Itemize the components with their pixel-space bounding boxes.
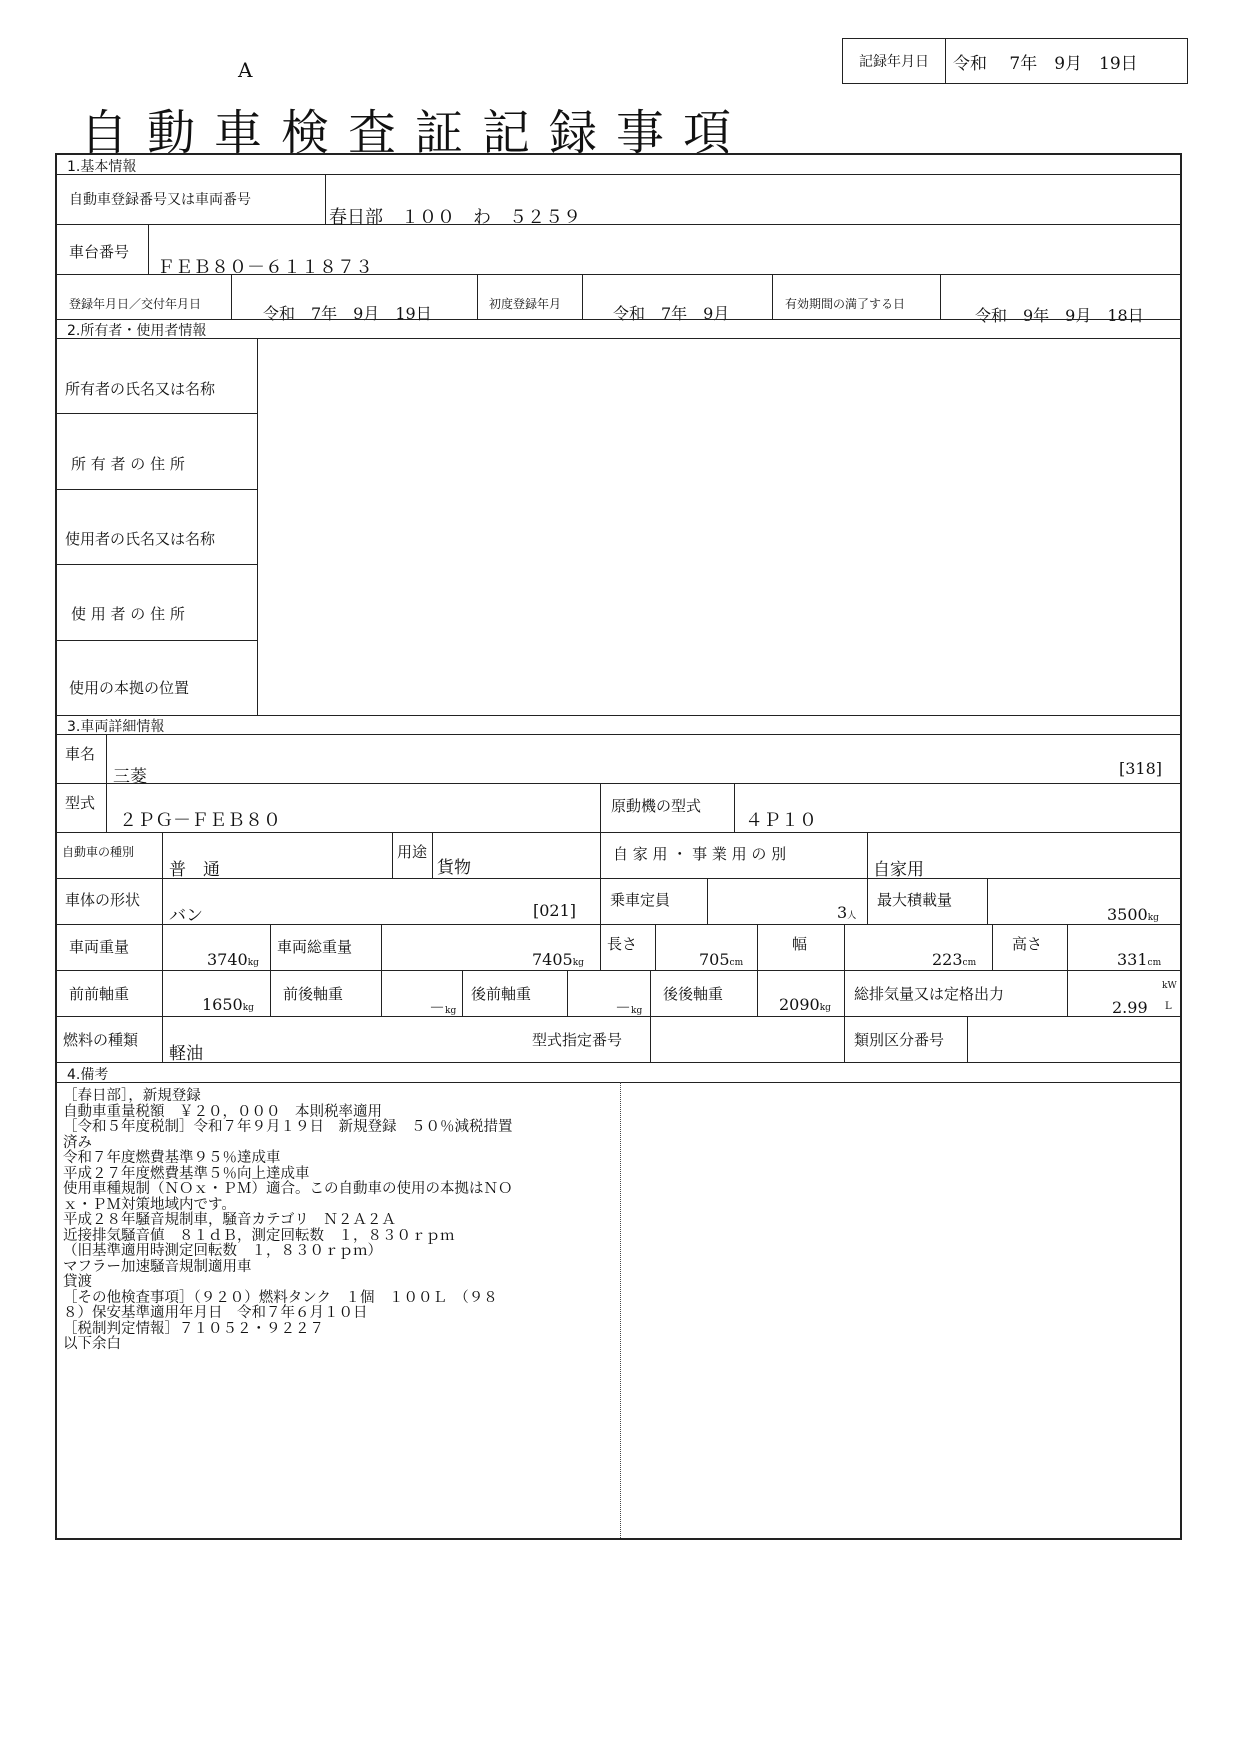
remarks-line: ［春日部］，新規登録 xyxy=(63,1088,201,1104)
remarks-line: 近接排気騒音値 ８１ｄＢ，測定回転数 １，８３０ｒｐｍ xyxy=(63,1227,455,1244)
car-name-code: [318] xyxy=(1119,759,1163,778)
record-date-value: 令和 7年 9月 19日 xyxy=(953,54,1138,74)
section3-heading: 3.車両詳細情報 xyxy=(67,719,165,735)
front-rear-axle-label: 前後軸重 xyxy=(283,985,344,1003)
remarks-line: （旧基準適用時測定回転数 １，８３０ｒｐｍ） xyxy=(63,1243,382,1259)
displacement-label: 総排気量又は定格出力 xyxy=(854,985,1005,1003)
user-address-label: 使 用 者 の 住 所 xyxy=(71,605,185,623)
remarks-line: ［令和５年度税制］令和７年９月１９日 新規登録 ５０％減税措置 xyxy=(63,1119,513,1135)
fuel-type-value: 軽油 xyxy=(169,1044,203,1064)
section2-heading: 2.所有者・使用者情報 xyxy=(67,323,207,339)
remarks-line: 平成２７年度燃費基準５％向上達成車 xyxy=(63,1165,310,1182)
chassis-number-label: 車台番号 xyxy=(69,243,130,261)
front-front-axle-value: 1650kg xyxy=(202,995,254,1014)
owner-address-label: 所 有 者 の 住 所 xyxy=(71,455,185,473)
engine-type-value: ４Ｐ１０ xyxy=(745,810,817,831)
width-value: 223cm xyxy=(932,950,977,969)
model-value: ２ＰＧ－ＦＥＢ８０ xyxy=(119,810,281,831)
use-value: 貨物 xyxy=(437,858,471,878)
record-date-label: 記録年月日 xyxy=(843,39,946,83)
private-business-label: 自 家 用 ・ 事 業 用 の 別 xyxy=(613,845,787,863)
car-name-label: 車名 xyxy=(65,745,96,763)
rear-front-axle-value: －kg xyxy=(615,998,643,1017)
use-label: 用途 xyxy=(397,843,428,861)
user-name-label: 使用者の氏名又は名称 xyxy=(65,530,216,548)
front-rear-axle-value: －kg xyxy=(429,998,457,1017)
rear-rear-axle-value: 2090kg xyxy=(779,995,831,1014)
remarks-line: 使用車種規制（ＮＯｘ・ＰＭ）適合。この自動車の使用の本拠はＮＯ xyxy=(63,1181,513,1197)
car-name-value: 三菱 xyxy=(113,767,147,787)
capacity-label: 乗車定員 xyxy=(610,891,671,909)
remarks-line: ［その他検査事項］（９２０）燃料タンク １個 １００Ｌ （９８ xyxy=(63,1289,498,1306)
section1-heading: 1.基本情報 xyxy=(67,159,137,175)
remarks-line: 貸渡 xyxy=(63,1274,92,1290)
issue-date-value: 令和 7年 9月 19日 xyxy=(263,304,432,323)
owner-name-label: 所有者の氏名又は名称 xyxy=(65,380,216,398)
first-reg-label: 初度登録年月 xyxy=(489,297,562,311)
category-number-label: 類別区分番号 xyxy=(854,1031,945,1049)
expiry-value: 令和 9年 9月 18日 xyxy=(975,306,1144,325)
remarks-line: ８）保安基準適用年月日 令和７年６月１０日 xyxy=(63,1305,368,1321)
model-label: 型式 xyxy=(65,794,96,812)
first-reg-value: 令和 7年 9月 xyxy=(613,304,730,323)
rear-front-axle-label: 後前軸重 xyxy=(471,985,532,1003)
max-load-value: 3500kg xyxy=(1107,905,1159,924)
vehicle-weight-label: 車両重量 xyxy=(69,938,130,956)
length-value: 705cm xyxy=(699,950,744,969)
body-shape-value: バン xyxy=(169,906,203,926)
vehicle-kind-label: 自動車の種別 xyxy=(62,845,135,859)
remarks-line: 令和７年度燃費基準９５％達成車 xyxy=(63,1150,281,1166)
rear-rear-axle-label: 後後軸重 xyxy=(663,985,724,1003)
chassis-number-value: ＦＥＢ８０－６１１８７３ xyxy=(157,257,373,278)
gross-weight-label: 車両総重量 xyxy=(277,938,353,956)
issue-date-label: 登録年月日／交付年月日 xyxy=(69,297,202,311)
corner-mark: A xyxy=(238,58,253,82)
max-load-label: 最大積載量 xyxy=(877,891,953,909)
type-designation-label: 型式指定番号 xyxy=(532,1031,623,1049)
remarks-line: 平成２８年騒音規制車，騒音カテゴリ Ｎ２Ａ２Ａ xyxy=(63,1212,396,1228)
reg-number-value: 春日部 １００ わ ５２５９ xyxy=(329,207,581,228)
length-label: 長さ xyxy=(607,935,638,953)
expiry-label: 有効期間の満了する日 xyxy=(785,297,906,311)
gross-weight-value: 7405kg xyxy=(532,950,584,969)
displacement-value: 2.99 xyxy=(1112,998,1148,1017)
page-title: 自動車検査証記録事項 xyxy=(80,105,751,161)
engine-type-label: 原動機の型式 xyxy=(611,797,702,815)
remarks-line: 自動車重量税額 ￥２０，０００ 本則税率適用 xyxy=(63,1103,382,1120)
remarks-line: ｘ・ＰＭ対策地域内です。 xyxy=(63,1196,236,1213)
body-shape-code: [021] xyxy=(533,901,577,920)
capacity-value: 3人 xyxy=(837,903,857,922)
base-location-label: 使用の本拠の位置 xyxy=(69,679,190,697)
vehicle-kind-value: 普 通 xyxy=(169,860,220,880)
displacement-unit-bottom: L xyxy=(1165,1001,1172,1012)
remarks-line: 済み xyxy=(63,1134,92,1151)
front-front-axle-label: 前前軸重 xyxy=(69,985,130,1003)
displacement-unit-top: kW xyxy=(1162,981,1177,991)
record-date-box xyxy=(842,38,1188,84)
remarks-line: 以下余白 xyxy=(63,1336,121,1352)
remarks-line: ［税制判定情報］７１０５２・９２２７ xyxy=(63,1320,324,1337)
private-business-value: 自家用 xyxy=(873,860,924,880)
height-label: 高さ xyxy=(1012,935,1043,953)
reg-number-label: 自動車登録番号又は車両番号 xyxy=(69,192,251,208)
remarks-text xyxy=(63,1089,623,1353)
remarks-line: マフラー加速騒音規制適用車 xyxy=(63,1258,252,1275)
vehicle-weight-value: 3740kg xyxy=(207,950,259,969)
body-shape-label: 車体の形状 xyxy=(65,891,141,909)
width-label: 幅 xyxy=(792,935,808,953)
section4-heading: 4.備考 xyxy=(67,1067,109,1083)
height-value: 331cm xyxy=(1117,950,1162,969)
fuel-type-label: 燃料の種類 xyxy=(63,1031,139,1049)
certificate-table xyxy=(55,153,1182,1540)
